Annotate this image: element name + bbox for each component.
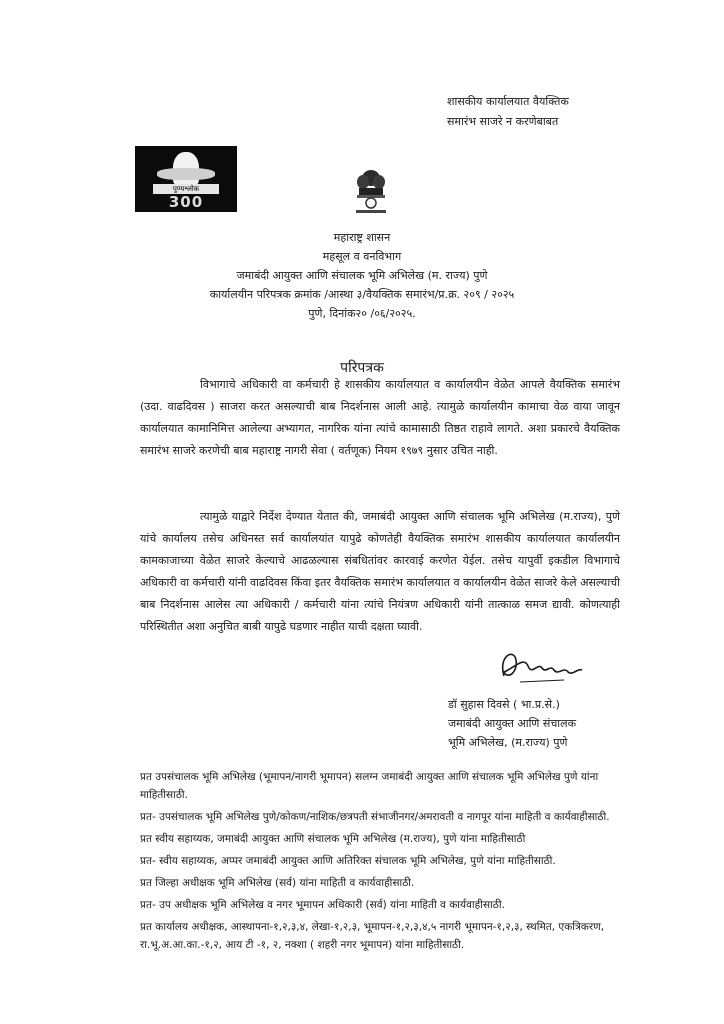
signatory-designation-2: भूमि अभिलेख, (म.राज्य) पुणे — [448, 736, 568, 749]
letter-header — [0, 228, 724, 323]
subject-block — [447, 92, 569, 132]
body-paragraph-2: त्यामुळे याद्वारे निर्देश देण्यात येतात की, जमाबंदी आयुक्त आणि संचालक भूमि अभिलेख (म.राज्य), पुणे यांचे कार्यालय तसेच अधिनस्त सर्व कार्यालयांत यापुढे कोणतेही वैयक्तिक समारंभ शासकीय कार्यालयात कार्यालयीन कामकाजाच्या वेळेत साजरे केल्याचे आढळल्यास संबधितांवर कारवाई करणेत येईल. तसेच यापुर्वी इकडील विभागाचे अधिकारी वा कर्मचारी यांनी वाढदिवस किंवा इतर वैयक्तिक समारंभ कार्यालयात व कार्यालयीन वेळेत साजरे केले असल्याची बाब निदर्शनास आलेस त्या अधिकारी / कर्मचारी यांना त्यांचे नियंत्रण अधिकारी यांनी तात्काळ समज द्यावी. कोणत्याही परिस्थितीत अशा अनुचित बाबी यापुढे घडणार नाहीत याची दक्षता घ्यावी. — [140, 510, 620, 633]
body-paragraph-1: विभागाचे अधिकारी वा कर्मचारी हे शासकीय कार्यालयात व कार्यालयीन वेळेत आपले वैयक्तिक समारंभ (उदा. वाढदिवस ) साजरा करत असल्याची बाब निदर्शनास आली आहे. त्यामुळे कार्यालयीन कामाचा वेळ वाया जावून कार्यालयात कामानिमित्त आलेल्या अभ्यागत, नागरिक यांना त्यांचे कामासाठी तिष्ठत राहावे लागते. अशा प्रकारचे वैयक्तिक समारंभ साजरे करणेची बाब महाराष्ट्र नागरी सेवा ( वर्तणूक) नियम १९७९ नुसार उचित नाही. — [140, 378, 620, 457]
logo-number: 300 — [168, 193, 204, 211]
signatory-block — [448, 695, 576, 752]
logo-figure-base — [157, 168, 215, 180]
header-dept: महसूल व वनविभाग — [322, 250, 402, 263]
copy-item: प्रत कार्यालय अधीक्षक, आस्थापना-१,२,३,४, लेखा-१,२,३, भूमापन-१,२,३,४,५ नागरी भूमापन-१,२,३, स्थमित, एकत्रिकरण, रा.भू.अ.आ.का.-१,२, आय टी -१, २, नक्शा ( शहरी नगर भूमापन) यांना माहितीसाठी. — [140, 921, 605, 951]
copy-item: प्रत जिल्हा अधीक्षक भूमि अभिलेख (सर्व) यांना माहिती व कार्यवाहीसाठी. — [140, 877, 415, 889]
header-office: जमाबंदी आयुक्त आणि संचालक भूमि अभिलेख (म. राज्य) पुणे — [236, 269, 488, 282]
copy-item: प्रत- स्वीय सहाय्यक, अप्पर जमाबंदी आयुक्त आणि अतिरिक्त संचालक भूमि अभिलेख, पुणे यांना माहितीसाठी. — [140, 855, 556, 867]
signatory-designation-1: जमाबंदी आयुक्त आणि संचालक — [448, 717, 577, 730]
header-govt: महाराष्ट्र शासन — [333, 231, 391, 244]
header-date: पुणे, दिनांक२० /०६/२०२५. — [308, 307, 416, 320]
subject-line-2: समारंभ साजरे न करणेबाबत — [447, 115, 559, 128]
copy-item: प्रत- उप अधीक्षक भूमि अभिलेख व नगर भूमापन अधिकारी (सर्व) यांना माहिती व कार्यवाहीसाठी. — [140, 899, 505, 911]
anniversary-logo — [135, 146, 237, 212]
copy-distribution-list — [140, 768, 610, 958]
document-title: परिपत्रक — [340, 360, 384, 376]
header-circular-no: कार्यालयीन परिपत्रक क्रमांक /आस्था ३/वैयक्तिक समारंभ/प्र.क्र. २०९ / २०२५ — [209, 288, 515, 301]
copy-item: प्रत उपसंचालक भूमि अभिलेख (भूमापन/नागरी भूमापन) सलग्न जमाबंदी आयुक्त आणि संचालक भूमि अभिलेख पुणे यांना माहितीसाठी. — [140, 771, 599, 801]
copy-item: प्रत स्वीय सहाय्यक, जमाबंदी आयुक्त आणि संचालक भूमि अभिलेख (म.राज्य), पुणे यांना माहितीसाठी — [140, 833, 526, 845]
logo-strip-text: पुण्यश्लोक — [153, 184, 219, 194]
signatory-name: डॉ सुहास दिवसे ( भा.प्र.से.) — [448, 698, 560, 711]
state-emblem-icon — [351, 168, 391, 218]
copy-item: प्रत- उपसंचालक भूमि अभिलेख पुणे/कोकण/नाशिक/छत्रपती संभाजीनगर/अमरावती व नागपूर यांना माहिती व कार्यवाहीसाठी. — [140, 811, 610, 823]
subject-line-1: शासकीय कार्यालयात वैयक्तिक — [447, 95, 569, 108]
handwritten-signature — [494, 646, 584, 688]
